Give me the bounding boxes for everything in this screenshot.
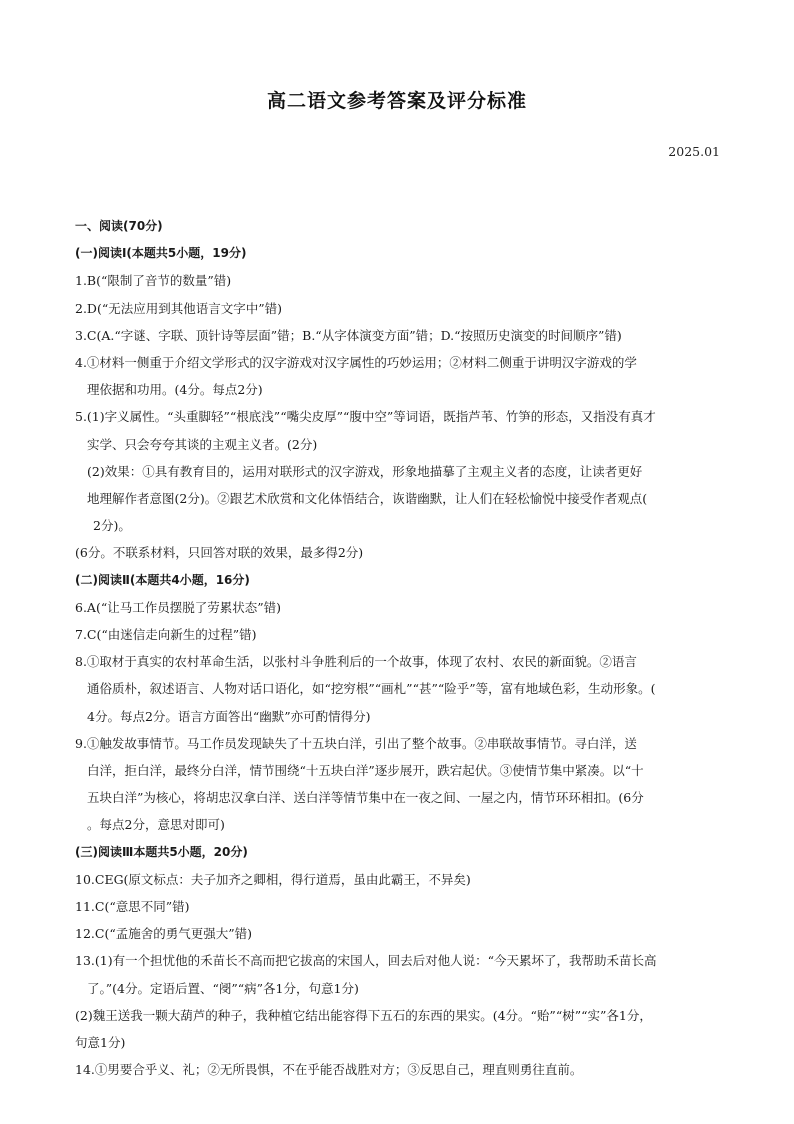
- answer-line: (2)魏王送我一颗大葫芦的种子，我种植它结出能容得下五石的东西的果实。(4分。“贻”“树”“实”各1分，: [75, 1007, 652, 1023]
- answer-line: 9.①触发故事情节。马工作员发现缺失了十五块白洋，引出了整个故事。②串联故事情节。寻白洋，送: [75, 735, 637, 751]
- page-title: 高二语文参考答案及评分标准: [266, 90, 527, 112]
- answer-line: 2.D(“无法应用到其他语言文字中”错): [75, 300, 282, 316]
- answer-line: 五块白洋”为核心，将胡忠汉拿白洋、送白洋等情节集中在一夜之间、一屋之内，情节环环相扣。(6分: [87, 790, 644, 806]
- answer-line: (6分。不联系材料，只回答对联的效果，最多得2分): [75, 545, 364, 561]
- answer-line: 通俗质朴，叙述语言、人物对话口语化，如“挖穷根”“画札”“甚”“险乎”等，富有地域色彩，生动形象。(: [87, 681, 656, 697]
- answer-line: 3.C(A.“字谜、字联、顶针诗等层面”错；B.“从字体演变方面”错；D.“按照历史演变的时间顺序”错): [75, 327, 622, 343]
- answer-line: 11.C(“意思不同”错): [75, 899, 190, 915]
- answer-line: 5.(1)字义属性。“头重脚轻”“根底浅”“嘴尖皮厚”“腹中空”等词语，既指芦苇、竹笋的形态，又指没有真才: [75, 409, 656, 425]
- answer-line: 2分)。: [93, 518, 131, 534]
- answer-line: 白洋，拒白洋，最终分白洋，情节围绕“十五块白洋”逐步展开，跌宕起伏。③使情节集中紧凑。以“十: [87, 763, 644, 779]
- answer-line: 实学、只会夸夸其谈的主观主义者。(2分): [87, 436, 318, 452]
- answer-content: [75, 213, 723, 1084]
- answer-line: 理依据和功用。(4分。每点2分): [87, 382, 263, 398]
- section-heading: 一、阅读(70分): [75, 219, 163, 233]
- answer-line: 10.CEG(原文标点：夫子加齐之卿相，得行道焉，虽由此霸王，不异矣): [75, 871, 471, 887]
- date-label: 2025.01: [668, 144, 720, 159]
- answer-line: 8.①取材于真实的农村革命生活，以张村斗争胜利后的一个故事，体现了农村、农民的新面貌。②语言: [75, 654, 637, 670]
- answer-line: 13.(1)有一个担忧他的禾苗长不高而把它拔高的宋国人，回去后对他人说：“今天累坏了，我帮助禾苗长高: [75, 953, 657, 969]
- answer-line: (2)效果：①具有教育目的，运用对联形式的汉字游戏，形象地描摹了主观主义者的态度，让读者更好: [87, 463, 643, 479]
- answer-line: 地理解作者意图(2分)。②跟艺术欣赏和文化体悟结合，诙谐幽默，让人们在轻松愉悦中接受作者观点(: [87, 491, 648, 507]
- answer-line: 7.C(“由迷信走向新生的过程”错): [75, 627, 257, 643]
- subsection-heading: (一)阅读I(本题共5小题，19分): [75, 246, 247, 261]
- answer-line: 4.①材料一侧重于介绍文学形式的汉字游戏对汉字属性的巧妙运用；②材料二侧重于讲明汉字游戏的学: [75, 355, 637, 371]
- answer-line: 12.C(“孟施舍的勇气更强大”错): [75, 926, 252, 942]
- answer-line: 6.A(“让马工作员摆脱了劳累状态”错): [75, 599, 281, 615]
- answer-line: 句意1分): [75, 1035, 126, 1051]
- answer-line: 了。”(4分。定语后置、“阌”“病”各1分，句意1分): [87, 980, 359, 996]
- answer-line: 。每点2分，意思对即可): [87, 817, 225, 833]
- answer-line: 14.①男要合乎义、礼；②无所畏惧，不在乎能否战胜对方；③反思自己，理直则勇往直前。: [75, 1062, 583, 1078]
- subsection-heading: (三)阅读Ⅲ本题共5小题，20分): [75, 844, 248, 859]
- answer-line: 1.B(“限制了音节的数量”错): [75, 273, 232, 289]
- subsection-heading: (二)阅读Ⅱ(本题共4小题，16分): [75, 572, 250, 587]
- answer-line: 4分。每点2分。语言方面答出“幽默”亦可酌情得分): [87, 708, 371, 724]
